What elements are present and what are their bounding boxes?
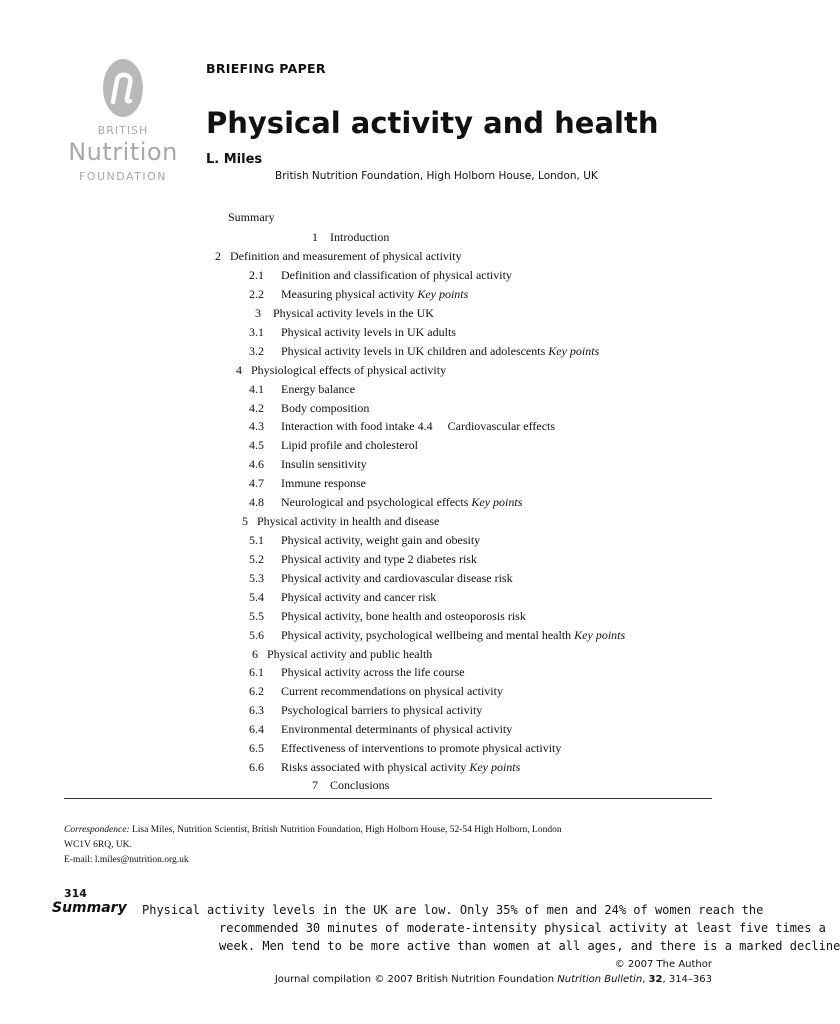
toc-text: Physical activity levels in UK adults [281, 325, 456, 339]
page-number: 314 [64, 887, 87, 900]
correspondence-label: Correspondence: [64, 825, 130, 835]
toc-text: Physical activity in health and disease [257, 514, 440, 528]
toc-number: 3 [255, 306, 261, 320]
toc-number: 5.6 [249, 628, 264, 642]
journal-volume: 32 [648, 974, 663, 985]
toc-item[interactable] [215, 249, 462, 264]
toc-text: Interaction with food intake 4.4 Cardiovascular effects [281, 419, 556, 433]
key-points-label: Key points [469, 760, 521, 774]
toc-number: 7 [312, 778, 318, 792]
toc-number: 6.1 [249, 665, 264, 679]
author-affiliation: British Nutrition Foundation, High Holborn House, London, UK [275, 170, 598, 182]
correspondence-email[interactable]: E-mail: l.miles@nutrition.org.uk [64, 855, 189, 865]
toc-text: Environmental determinants of physical activity [281, 722, 513, 736]
toc-text: Physical activity and type 2 diabetes risk [281, 552, 477, 566]
logo-text-british: BRITISH [97, 124, 149, 137]
toc-text: Risks associated with physical activity [281, 760, 470, 774]
summary-heading: Summary [52, 900, 127, 916]
separator-rule [64, 798, 712, 799]
toc-text: Physical activity, bone health and osteoporosis risk [281, 609, 526, 623]
toc-text: Neurological and psychological effects [281, 495, 472, 509]
toc-text: Physical activity levels in UK children and adolescents [281, 344, 549, 358]
journal-compilation [275, 974, 712, 985]
toc-text: Definition and measurement of physical activity [230, 249, 462, 263]
toc-text: Lipid profile and cholesterol [281, 438, 418, 452]
toc-item[interactable] [312, 778, 389, 793]
toc-text: Effectiveness of interventions to promote physical activity [281, 741, 562, 755]
toc-item[interactable] [242, 514, 439, 529]
toc-item[interactable] [228, 210, 275, 225]
logo-text-foundation: FOUNDATION [78, 170, 168, 183]
toc-text: Physical activity, psychological wellbeing and mental health [281, 628, 575, 642]
toc-text: Insulin sensitivity [281, 457, 367, 471]
toc-text: Psychological barriers to physical activity [281, 703, 483, 717]
toc-number: 4.5 [249, 438, 264, 452]
toc-number: 5.1 [249, 533, 264, 547]
toc-text: Physical activity and cardiovascular disease risk [281, 571, 513, 585]
bnf-logo [58, 58, 188, 188]
toc-text: Physiological effects of physical activity [251, 363, 447, 377]
key-points-label: Key points [548, 344, 600, 358]
key-points-label: Key points [574, 628, 626, 642]
journal-sep: , [642, 974, 649, 985]
toc-number: 4.6 [249, 457, 264, 471]
toc-number: 6.5 [249, 741, 264, 755]
toc-number: 3.2 [249, 344, 264, 358]
toc-text: Summary [228, 210, 275, 224]
toc-number: 2 [215, 249, 221, 263]
correspondence-line-2: WC1V 6RQ, UK. [64, 840, 132, 850]
toc-number: 1 [312, 230, 318, 244]
summary-text-line: recommended 30 minutes of moderate-intensity physical activity at least five times a [219, 921, 826, 935]
logo-text-nutrition: Nutrition [68, 138, 178, 166]
journal-pages: , 314–363 [662, 974, 712, 985]
toc-number: 2.2 [249, 287, 264, 301]
toc-number: 5.5 [249, 609, 264, 623]
toc-text: Physical activity and public health [267, 647, 433, 661]
toc-number: 4.2 [249, 401, 264, 415]
toc-number: 5.3 [249, 571, 264, 585]
toc-text: Physical activity and cancer risk [281, 590, 437, 604]
summary-text-line: week. Men tend to be more active than women at all ages, and there is a marked decline [219, 939, 840, 953]
toc-text: Physical activity levels in the UK [273, 306, 434, 320]
toc-item[interactable] [255, 306, 434, 321]
correspondence-line-1 [64, 825, 562, 835]
toc-text: Measuring physical activity [281, 287, 418, 301]
toc-item[interactable] [312, 230, 389, 245]
toc-text: Introduction [330, 230, 390, 244]
copyright-author: © 2007 The Author [614, 959, 712, 970]
journal-name: Nutrition Bulletin [557, 974, 643, 985]
toc-text: Physical activity, weight gain and obesity [281, 533, 481, 547]
toc-text: Immune response [281, 476, 366, 490]
paper-title: Physical activity and health [206, 106, 659, 140]
toc-number: 4.3 [249, 419, 264, 433]
toc-number: 6.4 [249, 722, 264, 736]
toc-text: Energy balance [281, 382, 356, 396]
correspondence-address: Lisa Miles, Nutrition Scientist, British Nutrition Foundation, High Holborn House, 52-54 High Holborn, London [129, 825, 562, 835]
toc-number: 5.4 [249, 590, 264, 604]
key-points-label: Key points [417, 287, 469, 301]
toc-number: 4.1 [249, 382, 264, 396]
summary-text-line: Physical activity levels in the UK are low. Only 35% of men and 24% of women reach the [142, 903, 764, 917]
bnf-n-icon [101, 58, 145, 118]
toc-number: 6.6 [249, 760, 264, 774]
key-points-label: Key points [471, 495, 523, 509]
toc-number: 6.3 [249, 703, 264, 717]
toc-number: 3.1 [249, 325, 264, 339]
toc-item[interactable] [252, 647, 432, 662]
toc-number: 4 [236, 363, 242, 377]
briefing-label: BRIEFING PAPER [206, 61, 326, 76]
toc-number: 2.1 [249, 268, 264, 282]
toc-text: Current recommendations on physical activity [281, 684, 503, 698]
toc-text: Definition and classification of physical activity [281, 268, 512, 282]
toc-item[interactable] [236, 363, 446, 378]
toc-text: Physical activity across the life course [281, 665, 465, 679]
toc-number: 6 [252, 647, 258, 661]
author-name: L. Miles [206, 152, 263, 167]
toc-text: Body composition [281, 401, 370, 415]
toc-number: 4.8 [249, 495, 264, 509]
toc-text: Conclusions [330, 778, 390, 792]
toc-number: 5 [242, 514, 248, 528]
toc-number: 6.2 [249, 684, 264, 698]
toc-number: 4.7 [249, 476, 264, 490]
journal-prefix: Journal compilation © 2007 British Nutrition Foundation [274, 974, 558, 985]
toc-number: 5.2 [249, 552, 264, 566]
